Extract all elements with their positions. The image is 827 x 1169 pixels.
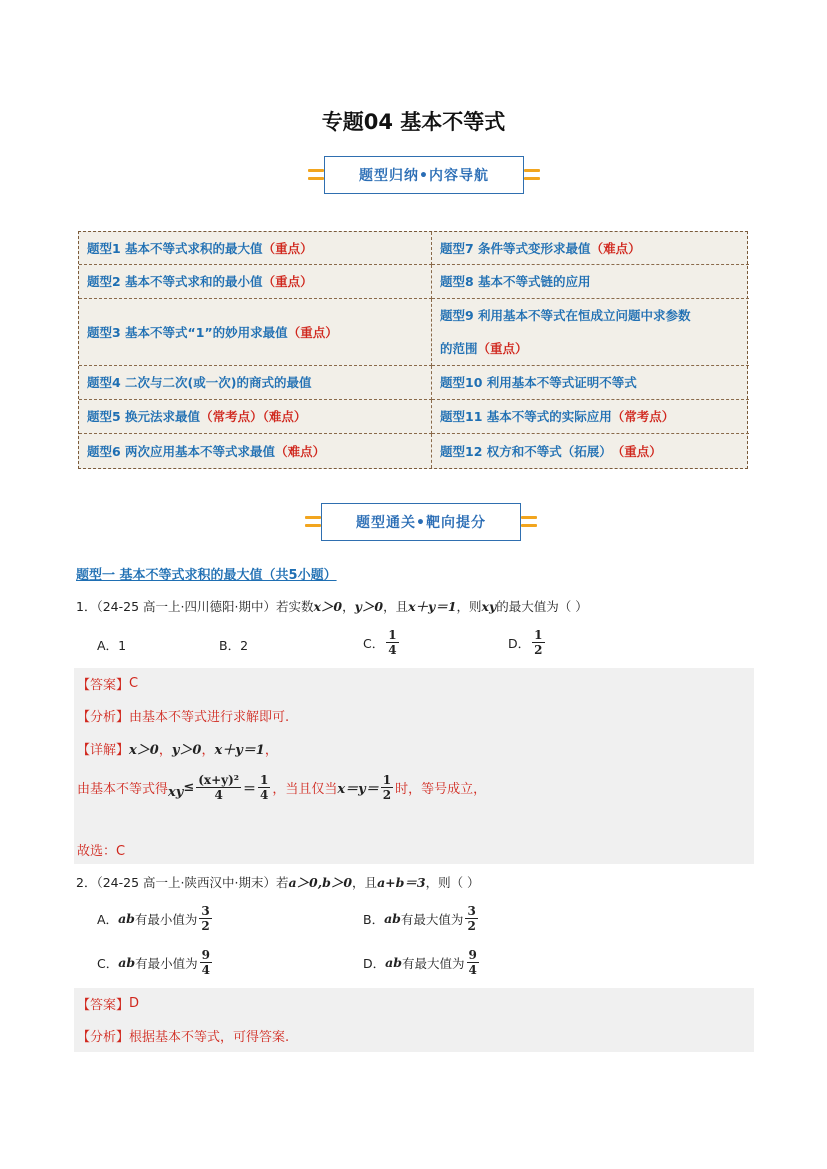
- toc-item[interactable]: 题型6 两次应用基本不等式求最值 （难点）: [79, 434, 432, 468]
- decor-bars-icon: [308, 166, 324, 184]
- toc-item[interactable]: 题型1 基本不等式求积的最大值 （重点）: [79, 232, 432, 265]
- toc-table: [78, 231, 748, 469]
- nav-banner-label: 题型归纳•内容导航: [324, 156, 524, 194]
- toc-item[interactable]: 题型3 基本不等式“1”的妙用求最值 （重点）: [79, 299, 432, 366]
- q2-answer-block: 【答案】 D 【分析】 根据基本不等式，可得答案.: [74, 988, 754, 1052]
- q1-option-b[interactable]: B． 2: [219, 637, 249, 653]
- q2-option-c[interactable]: C． ab 有最小值为 $\frac{9}{4}$: [97, 948, 210, 977]
- q1-answer-block: 【答案】 C 【分析】 由基本不等式进行求解即可. 【详解】 x＞0 ， y＞0 ， x＋y＝1 ， 由基本不等式得 xy ≤ $\frac{\text{(x+y)²}}{4}$ ＝ $\frac{1}{4}$ ，当且仅当 x＝y＝ $\frac{1}{2}$ 时，等号成立， 故选：C: [74, 668, 754, 864]
- decor-bars-icon: [521, 513, 537, 531]
- toc-item[interactable]: 题型11 基本不等式的实际应用 （常考点）: [432, 400, 749, 434]
- toc-item[interactable]: 题型8 基本不等式链的应用: [432, 265, 749, 299]
- nav-banner: [308, 156, 540, 194]
- practice-banner: [305, 503, 537, 541]
- toc-item[interactable]: 题型4 二次与二次(或一次)的商式的最值: [79, 366, 432, 400]
- toc-item[interactable]: 题型5 换元法求最值 （常考点）（难点）: [79, 400, 432, 434]
- q2-option-b[interactable]: B． ab 有最大值为 $\frac{3}{2}$: [363, 904, 476, 933]
- practice-banner-label: 题型通关•靶向提分: [321, 503, 521, 541]
- q1-option-a[interactable]: A． 1: [97, 637, 127, 653]
- decor-bars-icon: [524, 166, 540, 184]
- question-1-stem: 1．（24-25 高一上·四川德阳·期中）若实数x＞0，y＞0，且x＋y＝1，则xy的最大值为（ ）: [76, 599, 588, 614]
- q1-option-c[interactable]: C． $\frac{1}{4}$: [363, 628, 397, 657]
- toc-item[interactable]: 题型9 利用基本不等式在恒成立问题中求参数 的范围（重点）: [432, 299, 749, 366]
- question-2-stem: 2．（24-25 高一上·陕西汉中·期末）若a＞0,b＞0，且a+b＝3，则（ ）: [76, 875, 480, 890]
- section-heading[interactable]: 题型一 基本不等式求积的最大值（共5小题）: [76, 568, 337, 583]
- q1-option-d[interactable]: D． $\frac{1}{2}$: [508, 628, 543, 657]
- toc-item[interactable]: 题型10 利用基本不等式证明不等式: [432, 366, 749, 400]
- toc-item[interactable]: 题型12 权方和不等式（拓展） （重点）: [440, 443, 662, 459]
- q2-option-a[interactable]: A． ab 有最小值为 $\frac{3}{2}$: [97, 904, 210, 933]
- decor-bars-icon: [305, 513, 321, 531]
- q2-option-d[interactable]: D． ab 有最大值为 $\frac{9}{4}$: [363, 948, 477, 977]
- toc-item[interactable]: 题型2 基本不等式求和的最小值 （重点）: [79, 265, 432, 299]
- page-title: 专题04 基本不等式: [321, 110, 506, 134]
- toc-item[interactable]: 题型7 条件等式变形求最值 （难点）: [432, 232, 749, 265]
